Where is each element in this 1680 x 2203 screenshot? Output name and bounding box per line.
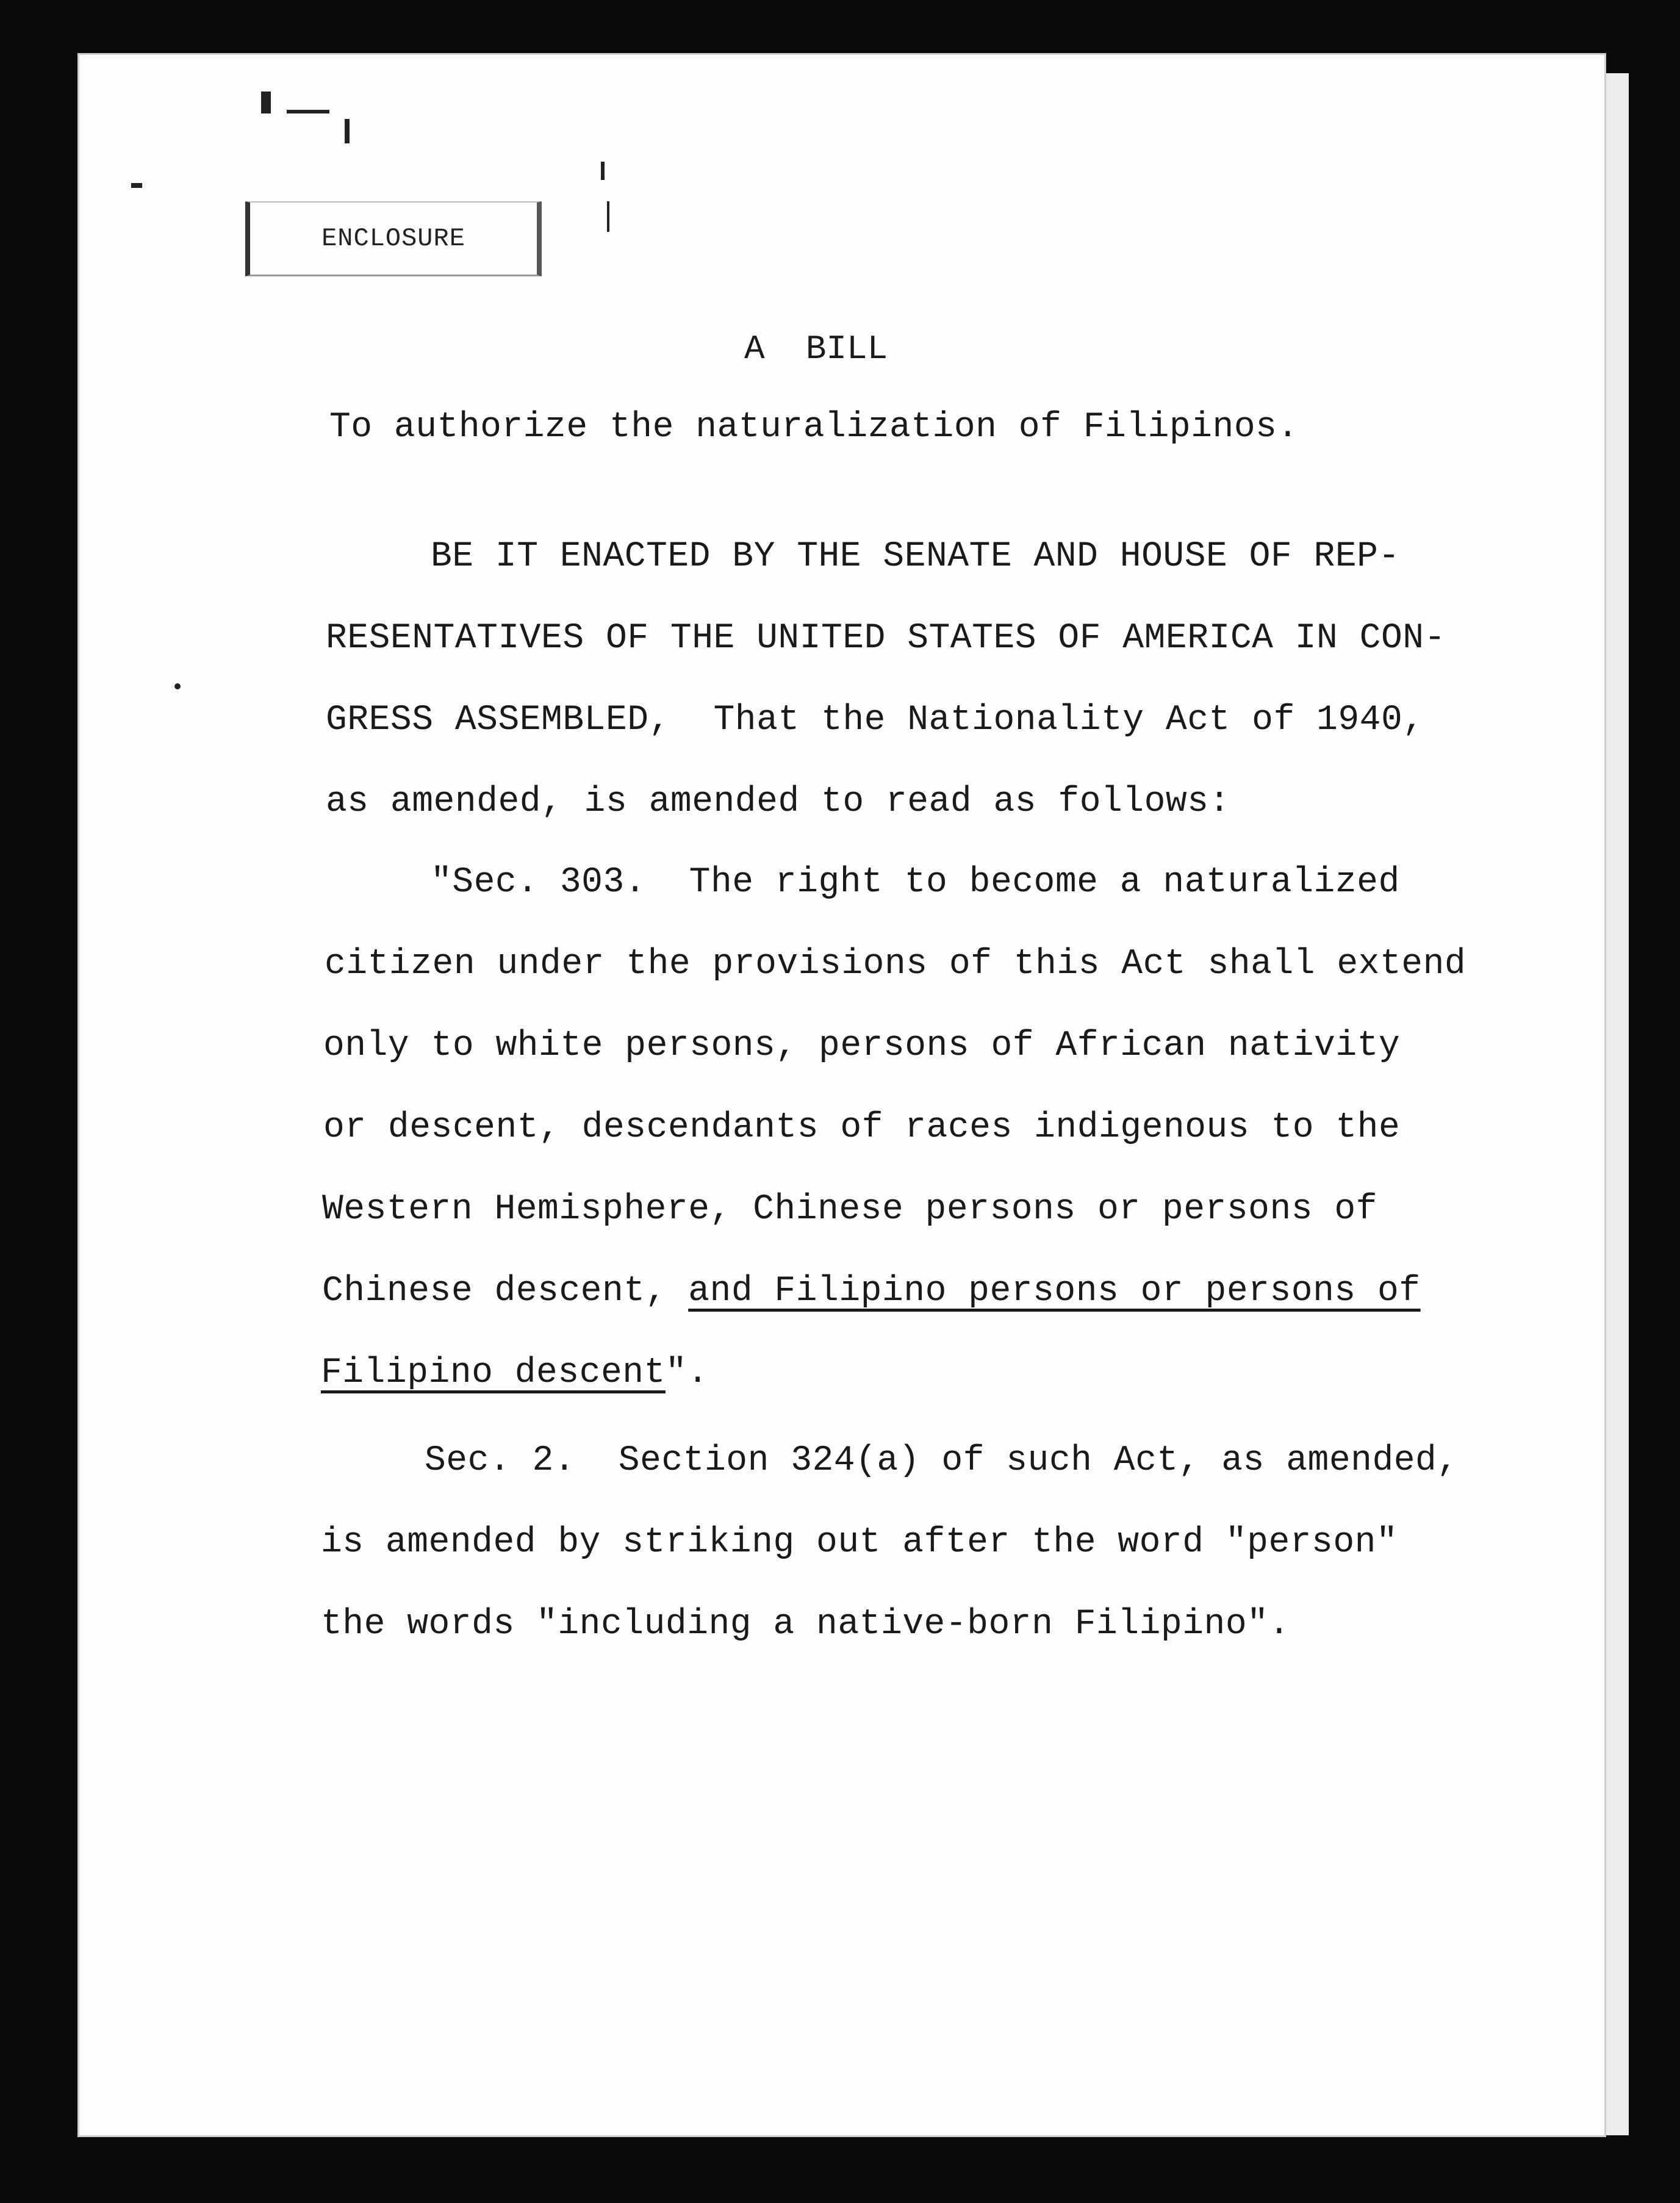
scan-mark [131,183,142,188]
sec303-line [321,1353,709,1393]
scan-mark [261,92,271,113]
sec2-line: is amended by striking out after the word "person" [321,1523,1398,1562]
underlined-text: and Filipino persons or persons of [688,1271,1421,1311]
sec2-line: Sec. 2. Section 324(a) of such Act, as amended, [425,1441,1459,1481]
scan-mark [174,683,181,689]
sec303-line: citizen under the provisions of this Act shall extend [325,944,1466,984]
sec303-line: "Sec. 303. The right to become a naturalized [431,863,1400,902]
scan-mark [607,201,609,232]
sec303-line: only to white persons, persons of African nativity [323,1026,1401,1066]
sec2-line: the words "including a native-born Filipino". [321,1605,1290,1644]
enacting-line: GRESS ASSEMBLED, That the Nationality Act of 1940, [326,700,1424,740]
scan-mark [287,110,329,113]
heading-text: A BILL [744,329,888,368]
scan-mark [601,162,605,180]
bill-purpose: To authorize the naturalization of Filipinos. [329,408,1299,447]
plain-text: Chinese descent, [322,1271,689,1311]
enacting-line: as amended, is amended to read as follows: [326,782,1230,822]
sec303-line [322,1271,1421,1311]
scan-mark [345,119,350,143]
closing-quote: ". [665,1353,709,1393]
sec303-line: Western Hemisphere, Chinese persons or persons of [322,1190,1377,1229]
enclosure-label: ENCLOSURE [321,224,465,253]
underlined-text: Filipino descent [321,1353,666,1393]
enacting-line: BE IT ENACTED BY THE SENATE AND HOUSE OF REP- [431,537,1400,577]
enclosure-stamp [245,201,542,276]
sec303-line: or descent, descendants of races indigenous to the [323,1108,1401,1148]
enacting-line: RESENTATIVES OF THE UNITED STATES OF AMERICA IN CON- [326,619,1446,658]
